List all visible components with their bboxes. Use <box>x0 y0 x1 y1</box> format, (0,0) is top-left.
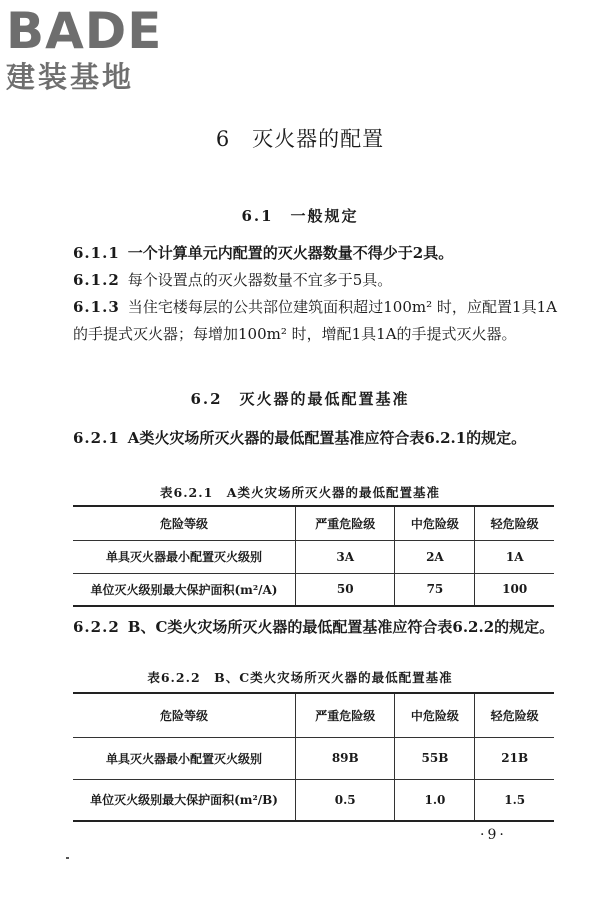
table-6-2-2 <box>73 692 554 822</box>
table-row <box>73 540 554 573</box>
header-cell: 严重危险级 <box>296 693 395 737</box>
table-cell: 单位灭火级别最大保护面积(m²/B) <box>73 779 296 821</box>
table-6-2-1 <box>73 505 554 607</box>
section-title-6-1: 6.1 一般规定 <box>241 207 359 225</box>
header-cell: 中危险级 <box>395 506 475 540</box>
clause-6-1-2 <box>73 267 557 294</box>
clause-6-1-1 <box>73 240 557 267</box>
header-cell: 危险等级 <box>73 506 296 540</box>
table-cell: 单位灭火级别最大保护面积(m²/A) <box>73 573 296 606</box>
header-cell: 中危险级 <box>395 693 475 737</box>
header-cell: 严重危险级 <box>296 506 395 540</box>
table-cell: 50 <box>296 573 395 606</box>
table-cell: 75 <box>395 573 475 606</box>
table-header-row <box>73 693 554 737</box>
clause-6-2-2 <box>73 614 557 641</box>
page-number: ·9· <box>480 827 507 843</box>
section-title-6-2: 6.2 灭火器的最低配置基准 <box>190 390 410 408</box>
scan-speck <box>66 857 69 859</box>
chapter-title: 6 灭火器的配置 <box>215 127 385 151</box>
logo-wordmark: BADE <box>6 2 163 60</box>
header-cell: 轻危险级 <box>475 693 554 737</box>
table-cell: 89B <box>296 737 395 779</box>
table-cell: 1.0 <box>395 779 475 821</box>
header-cell: 危险等级 <box>73 693 296 737</box>
clause-number: 6.2.2 <box>73 618 120 636</box>
table-cell: 2A <box>395 540 475 573</box>
clause-text: 每个设置点的灭火器数量不宜多于5具。 <box>127 271 393 289</box>
table-caption-6-2-1: 表6.2.1 A类火灾场所灭火器的最低配置基准 <box>160 485 440 500</box>
clause-text: 当住宅楼每层的公共部位建筑面积超过100m² 时，应配置1具1A的手提式灭火器；每增加100m² 时，增配1具1A的手提式灭火器。 <box>73 298 557 343</box>
clause-6-2-1 <box>73 425 557 452</box>
table-row <box>73 779 554 821</box>
clause-text: B、C类火灾场所灭火器的最低配置基准应符合表6.2.2的规定。 <box>127 618 555 636</box>
clause-number: 6.1.2 <box>73 271 120 289</box>
table-row <box>73 737 554 779</box>
table-cell: 0.5 <box>296 779 395 821</box>
table-cell: 100 <box>475 573 554 606</box>
clause-text: A类火灾场所灭火器的最低配置基准应符合表6.2.1的规定。 <box>127 429 527 447</box>
table-cell: 3A <box>296 540 395 573</box>
table-cell: 单具灭火器最小配置灭火级别 <box>73 737 296 779</box>
clause-number: 6.1.3 <box>73 298 120 316</box>
table-cell: 55B <box>395 737 475 779</box>
clause-number: 6.1.1 <box>73 244 120 262</box>
table-cell: 21B <box>475 737 554 779</box>
table-row <box>73 573 554 606</box>
bade-logo <box>6 2 176 94</box>
logo-subtitle: 建装基地 <box>6 60 135 94</box>
clause-6-1-3 <box>73 294 557 348</box>
table-header-row <box>73 506 554 540</box>
table-cell: 单具灭火器最小配置灭火级别 <box>73 540 296 573</box>
table-cell: 1A <box>475 540 554 573</box>
header-cell: 轻危险级 <box>475 506 554 540</box>
table-caption-6-2-2: 表6.2.2 B、C类火灾场所灭火器的最低配置基准 <box>147 670 453 685</box>
clause-text: 一个计算单元内配置的灭火器数量不得少于2具。 <box>127 244 454 262</box>
table-cell: 1.5 <box>475 779 554 821</box>
clause-number: 6.2.1 <box>73 429 120 447</box>
